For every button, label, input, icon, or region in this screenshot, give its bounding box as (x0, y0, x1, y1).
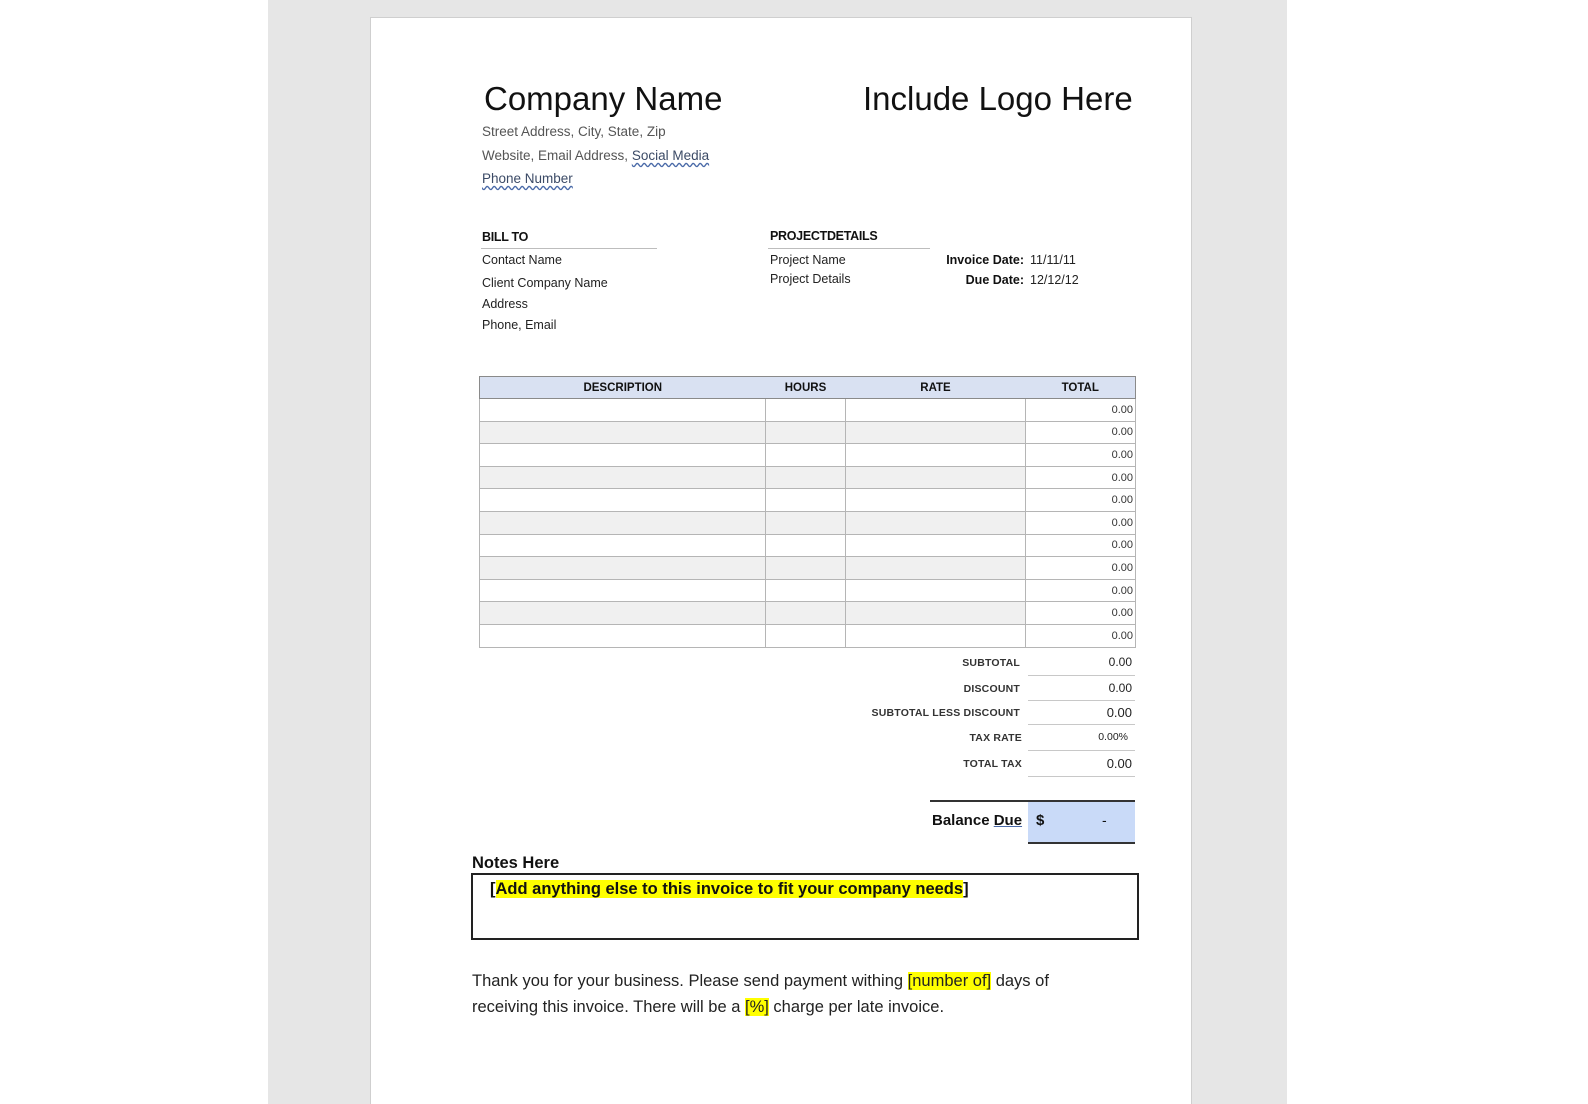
hours-cell[interactable] (766, 466, 846, 489)
balance-due-amount[interactable]: - (1102, 812, 1107, 828)
notes-placeholder-text: Add anything else to this invoice to fit your company needs (495, 880, 964, 898)
rate-cell[interactable] (846, 421, 1026, 444)
footer-line-2[interactable] (472, 998, 944, 1017)
bill-to-phone-email[interactable]: Phone, Email (482, 318, 557, 332)
bill-to-heading: BILL TO (482, 230, 529, 244)
total-cell[interactable]: 0.00 (1026, 557, 1136, 580)
discount-label: DISCOUNT (963, 683, 1020, 695)
due-date-label: Due Date: (965, 273, 1024, 287)
table-row (480, 534, 1136, 557)
invoice-date-value[interactable]: 11/11/11 (1030, 253, 1076, 267)
company-contact-line[interactable] (482, 148, 709, 163)
hours-cell[interactable] (766, 579, 846, 602)
rate-cell[interactable] (846, 557, 1026, 580)
footer-text: days of (991, 972, 1049, 990)
project-name[interactable]: Project Name (770, 253, 846, 267)
hours-cell[interactable] (766, 421, 846, 444)
total-tax-label: TOTAL TAX (963, 758, 1022, 770)
rate-cell[interactable] (846, 489, 1026, 512)
hours-cell[interactable] (766, 534, 846, 557)
tax-rate-label: TAX RATE (969, 732, 1022, 744)
total-tax-rule (1028, 776, 1135, 777)
line-items-table (479, 376, 1136, 648)
rate-cell[interactable] (846, 534, 1026, 557)
total-tax-value[interactable]: 0.00 (1106, 756, 1132, 771)
description-cell[interactable] (480, 444, 766, 467)
company-name[interactable]: Company Name (484, 80, 723, 117)
table-header-row (480, 377, 1136, 399)
balance-currency: $ (1036, 812, 1045, 829)
hours-cell[interactable] (766, 602, 846, 625)
project-details-heading: PROJECTDETAILS (770, 229, 878, 243)
balance-label-due: Due (993, 812, 1023, 829)
footer-text: receiving this invoice. There will be a (472, 998, 745, 1016)
company-phone[interactable] (482, 171, 573, 186)
logo-placeholder[interactable]: Include Logo Here (863, 80, 1133, 117)
hours-cell[interactable] (766, 624, 846, 647)
bill-to-address[interactable]: Address (482, 297, 528, 311)
company-address[interactable]: Street Address, City, State, Zip (482, 124, 666, 139)
total-cell[interactable]: 0.00 (1026, 444, 1136, 467)
hours-cell[interactable] (766, 444, 846, 467)
project-details-divider (768, 248, 930, 249)
table-row (480, 466, 1136, 489)
column-header-description: DESCRIPTION (480, 377, 766, 399)
footer-line-1[interactable] (472, 972, 1049, 991)
total-cell[interactable]: 0.00 (1026, 399, 1136, 422)
description-cell[interactable] (480, 399, 766, 422)
table-row (480, 489, 1136, 512)
total-cell[interactable]: 0.00 (1026, 534, 1136, 557)
tax-rate-rule (1028, 750, 1135, 751)
company-contact-prefix: Website, Email Address, (482, 148, 632, 163)
balance-label-prefix: Balance (932, 812, 994, 829)
bill-to-contact-name[interactable]: Contact Name (482, 253, 562, 267)
description-cell[interactable] (480, 534, 766, 557)
table-row (480, 444, 1136, 467)
phone-number-text: Phone Number (482, 171, 573, 186)
hours-cell[interactable] (766, 489, 846, 512)
description-cell[interactable] (480, 557, 766, 580)
footer-text: Thank you for your business. Please send payment withing (472, 972, 908, 990)
notes-box[interactable] (471, 873, 1139, 940)
total-cell[interactable]: 0.00 (1026, 489, 1136, 512)
table-row (480, 602, 1136, 625)
table-row (480, 511, 1136, 534)
rate-cell[interactable] (846, 624, 1026, 647)
discount-rule (1028, 700, 1135, 701)
subtotal-less-discount-rule (1028, 724, 1135, 725)
notes-open-bracket: [ (490, 880, 496, 898)
notes-heading: Notes Here (472, 854, 560, 872)
rate-cell[interactable] (846, 579, 1026, 602)
invoice-date-label: Invoice Date: (946, 253, 1024, 267)
rate-cell[interactable] (846, 511, 1026, 534)
rate-cell[interactable] (846, 602, 1026, 625)
total-cell[interactable]: 0.00 (1026, 421, 1136, 444)
total-cell[interactable]: 0.00 (1026, 602, 1136, 625)
subtotal-rule (1028, 675, 1135, 676)
description-cell[interactable] (480, 466, 766, 489)
project-details[interactable]: Project Details (770, 272, 851, 286)
description-cell[interactable] (480, 579, 766, 602)
rate-cell[interactable] (846, 444, 1026, 467)
table-row (480, 421, 1136, 444)
notes-text (490, 880, 969, 899)
total-cell[interactable]: 0.00 (1026, 579, 1136, 602)
total-cell[interactable]: 0.00 (1026, 511, 1136, 534)
bill-to-divider (481, 248, 657, 249)
rate-cell[interactable] (846, 466, 1026, 489)
footer-days-placeholder: [number of] (907, 972, 992, 990)
subtotal-less-discount-label: SUBTOTAL LESS DISCOUNT (871, 707, 1020, 719)
description-cell[interactable] (480, 624, 766, 647)
column-header-total: TOTAL (1026, 377, 1136, 399)
subtotal-value[interactable]: 0.00 (1108, 655, 1132, 669)
bill-to-client-company[interactable]: Client Company Name (482, 276, 608, 290)
notes-close-bracket: ] (963, 880, 969, 898)
table-row (480, 557, 1136, 580)
description-cell[interactable] (480, 489, 766, 512)
balance-due-label (932, 812, 1022, 829)
hours-cell[interactable] (766, 557, 846, 580)
table-row (480, 399, 1136, 422)
description-cell[interactable] (480, 511, 766, 534)
footer-text: charge per late invoice. (768, 998, 945, 1016)
total-cell[interactable]: 0.00 (1026, 624, 1136, 647)
hours-cell[interactable] (766, 511, 846, 534)
table-row (480, 624, 1136, 647)
social-media-text: Social Media (631, 148, 710, 163)
description-cell[interactable] (480, 602, 766, 625)
subtotal-label: SUBTOTAL (962, 657, 1020, 669)
subtotal-less-discount-value[interactable]: 0.00 (1106, 705, 1132, 720)
hours-cell[interactable] (766, 399, 846, 422)
table-row (480, 579, 1136, 602)
total-cell[interactable]: 0.00 (1026, 466, 1136, 489)
tax-rate-value[interactable]: 0.00% (1098, 731, 1128, 743)
footer-percent-placeholder: [%] (745, 998, 769, 1016)
due-date-value[interactable]: 12/12/12 (1030, 273, 1079, 287)
discount-value[interactable]: 0.00 (1108, 681, 1132, 695)
description-cell[interactable] (480, 421, 766, 444)
column-header-rate: RATE (846, 377, 1026, 399)
column-header-hours: HOURS (766, 377, 846, 399)
rate-cell[interactable] (846, 399, 1026, 422)
